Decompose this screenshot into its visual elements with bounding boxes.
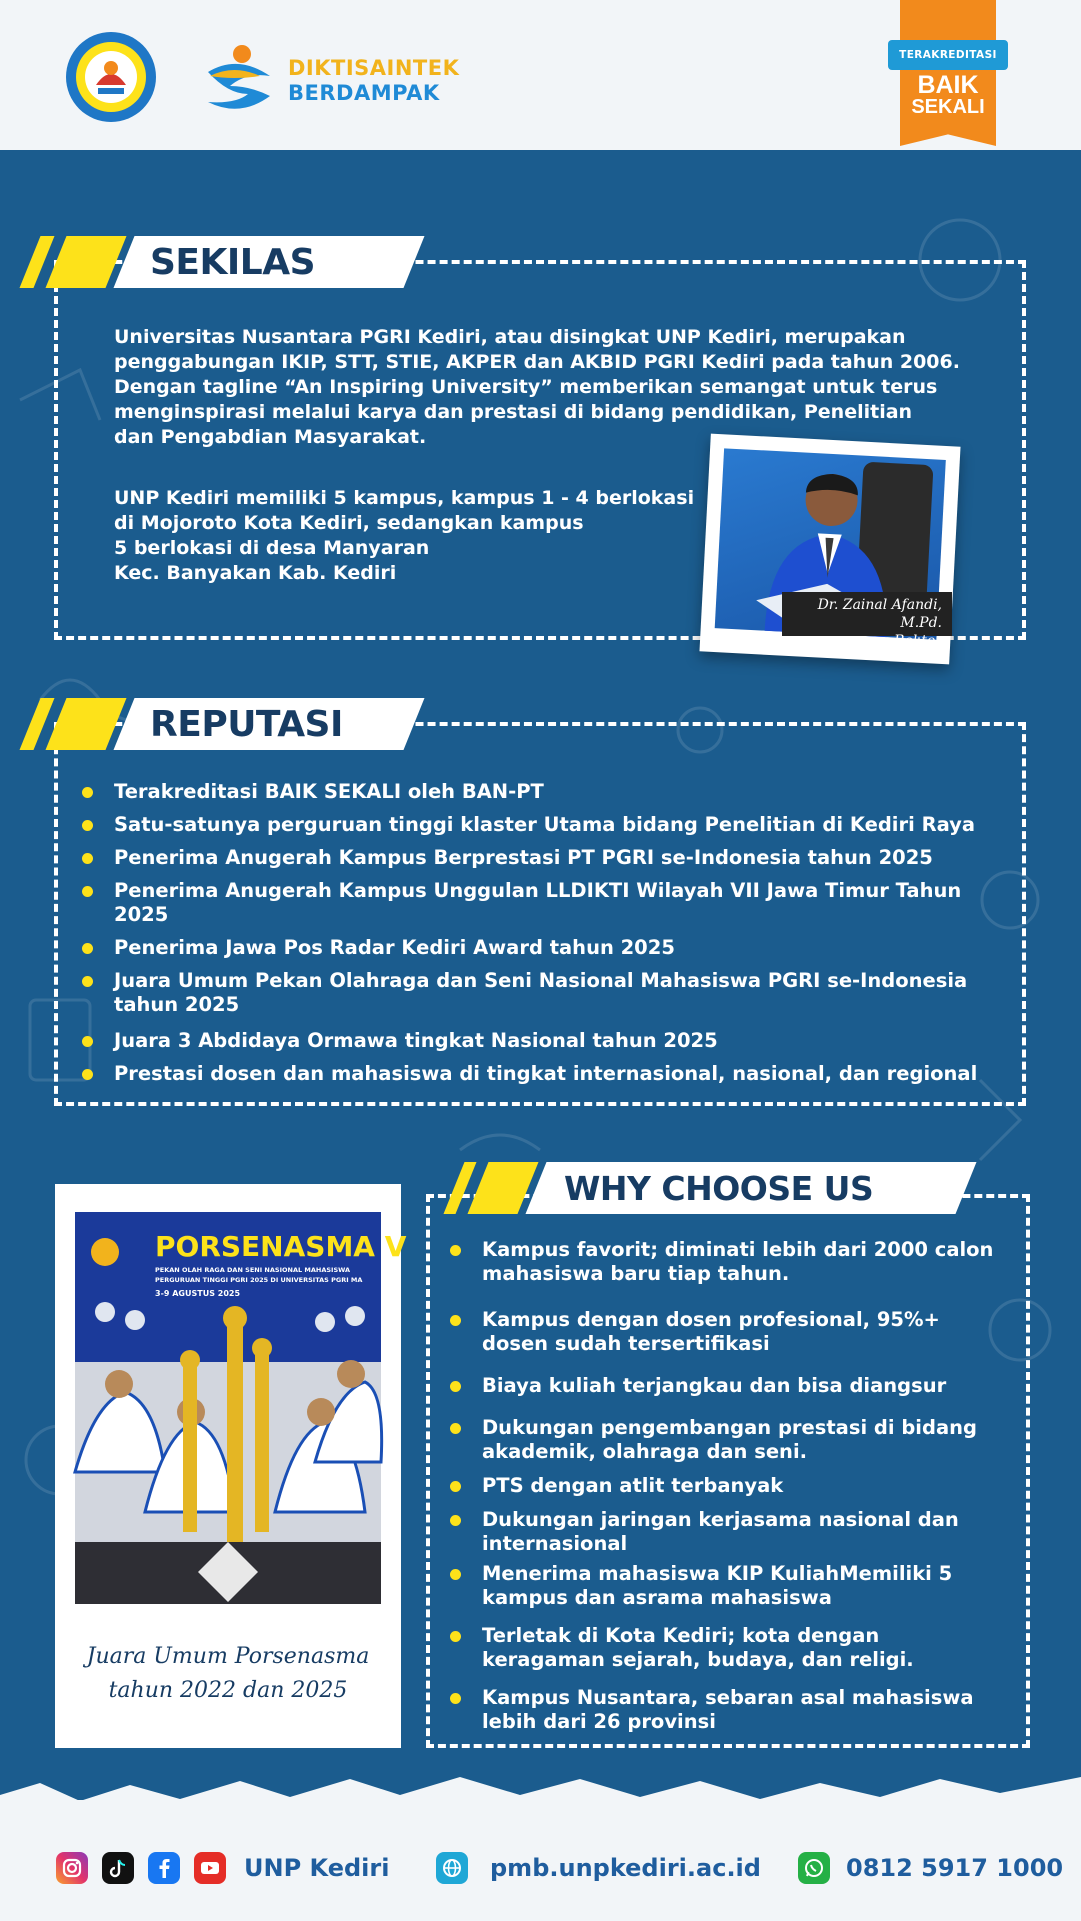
sekilas-p2-line: di Mojoroto Kota Kediri, sedangkan kampus bbox=[114, 512, 584, 534]
reputasi-header bbox=[24, 698, 424, 750]
award-banner-sub2: PERGURUAN TINGGI PGRI 2025 DI UNIVERSITAS PGRI MA bbox=[155, 1276, 363, 1284]
award-caption-line2: tahun 2022 dan 2025 bbox=[108, 1678, 348, 1703]
why-list bbox=[448, 1238, 1008, 1734]
award-banner-date: 3-9 AGUSTUS 2025 bbox=[155, 1289, 241, 1298]
why-item: Kampus favorit; diminati lebih dari 2000 calon mahasiswa baru tiap tahun. bbox=[448, 1238, 1008, 1286]
reputasi-item: Penerima Anugerah Kampus Unggulan LLDIKTI Wilayah VII Jawa Timur Tahun 2025 bbox=[80, 879, 1010, 927]
why-item: Kampus dengan dosen profesional, 95%+ dosen sudah tersertifikasi bbox=[448, 1308, 1008, 1356]
sekilas-p1-line: dan Pengabdian Masyarakat. bbox=[114, 426, 427, 448]
why-item: Dukungan pengembangan prestasi di bidang akademik, olahraga dan seni. bbox=[448, 1416, 1008, 1464]
accreditation-grade-line2: SEKALI bbox=[911, 96, 985, 118]
why-item: PTS dengan atlit terbanyak bbox=[448, 1474, 1008, 1498]
sekilas-paragraph-2 bbox=[114, 486, 714, 586]
accreditation-grade bbox=[900, 71, 996, 118]
award-photo bbox=[75, 1212, 407, 1604]
why-item: Kampus Nusantara, sebaran asal mahasiswa lebih dari 26 provinsi bbox=[448, 1686, 1008, 1734]
reputasi-item: Penerima Jawa Pos Radar Kediri Award tahun 2025 bbox=[80, 936, 1010, 960]
sekilas-p1-line: Universitas Nusantara PGRI Kediri, atau disingkat UNP Kediri, merupakan bbox=[114, 326, 906, 348]
reputasi-item: Prestasi dosen dan mahasiswa di tingkat internasional, nasional, dan regional bbox=[80, 1062, 1010, 1086]
rector-caption bbox=[782, 592, 952, 649]
why-header bbox=[448, 1162, 988, 1214]
award-illustration bbox=[75, 1212, 407, 1604]
accreditation-grade-line1: BAIK bbox=[917, 71, 979, 99]
sekilas-title: SEKILAS bbox=[150, 242, 316, 283]
why-item: Biaya kuliah terjangkau dan bisa diangsur bbox=[448, 1374, 1008, 1398]
why-title: WHY CHOOSE US bbox=[564, 1169, 874, 1208]
sekilas-p2-line: Kec. Banyakan Kab. Kediri bbox=[114, 562, 397, 584]
globe-icon bbox=[436, 1852, 468, 1884]
award-photo-card bbox=[55, 1184, 407, 1748]
award-banner-sub1: PEKAN OLAH RAGA DAN SENI NASIONAL MAHASISWA bbox=[155, 1266, 351, 1274]
instagram-icon[interactable] bbox=[56, 1852, 88, 1884]
dikti-line1: DIKTISAINTEK bbox=[288, 56, 460, 80]
dikti-line2: BERDAMPAK bbox=[288, 81, 440, 105]
rector-name: Dr. Zainal Afandi, M.Pd. bbox=[817, 597, 942, 631]
accreditation-tag: TERAKREDITASI bbox=[888, 40, 1008, 70]
reputasi-list bbox=[80, 780, 1010, 1086]
award-caption bbox=[55, 1640, 401, 1708]
whatsapp-icon bbox=[798, 1852, 830, 1884]
sekilas-p1-line: menginspirasi melalui karya dan prestasi di bidang pendidikan, Penelitian bbox=[114, 401, 913, 423]
award-caption-line1: Juara Umum Porsenasma bbox=[86, 1644, 370, 1669]
facebook-icon[interactable] bbox=[148, 1852, 180, 1884]
reputasi-item: Penerima Anugerah Kampus Berprestasi PT PGRI se-Indonesia tahun 2025 bbox=[80, 846, 1010, 870]
website-link[interactable]: pmb.unpkediri.ac.id bbox=[490, 1854, 761, 1882]
rector-role: Rektor bbox=[893, 633, 942, 649]
tiktok-icon[interactable] bbox=[102, 1852, 134, 1884]
reputasi-item: Juara Umum Pekan Olahraga dan Seni Nasional Mahasiswa PGRI se-Indonesia tahun 2025 bbox=[80, 969, 1010, 1017]
reputasi-title: REPUTASI bbox=[150, 704, 343, 745]
social-handle[interactable]: UNP Kediri bbox=[244, 1854, 390, 1882]
sekilas-p2-line: UNP Kediri memiliki 5 kampus, kampus 1 - 4 berlokasi bbox=[114, 487, 695, 509]
youtube-icon[interactable] bbox=[194, 1852, 226, 1884]
why-item: Dukungan jaringan kerjasama nasional dan internasional bbox=[448, 1508, 1008, 1556]
reputasi-item: Terakreditasi BAIK SEKALI oleh BAN-PT bbox=[80, 780, 1010, 804]
unp-kediri-seal-logo bbox=[64, 30, 158, 124]
diktisaintek-wordmark bbox=[288, 56, 459, 106]
sekilas-p2-line: 5 berlokasi di desa Manyaran bbox=[114, 537, 430, 559]
diktisaintek-logo bbox=[200, 42, 280, 118]
sekilas-paragraph-1 bbox=[114, 325, 974, 450]
sekilas-header bbox=[24, 236, 424, 288]
accreditation-ribbon bbox=[900, 0, 996, 150]
sekilas-p1-line: penggabungan IKIP, STT, STIE, AKPER dan AKBID PGRI Kediri pada tahun 2006. bbox=[114, 351, 960, 373]
why-item: Terletak di Kota Kediri; kota dengan keragaman sejarah, budaya, dan religi. bbox=[448, 1624, 1008, 1672]
reputasi-item: Satu-satunya perguruan tinggi klaster Utama bidang Penelitian di Kediri Raya bbox=[80, 813, 1010, 837]
award-banner-title: PORSENASMA V bbox=[155, 1230, 407, 1263]
phone-number[interactable]: 0812 5917 1000 bbox=[846, 1854, 1064, 1882]
why-item: Menerima mahasiswa KIP KuliahMemiliki 5 kampus dan asrama mahasiswa bbox=[448, 1562, 1008, 1610]
reputasi-item: Juara 3 Abdidaya Ormawa tingkat Nasional tahun 2025 bbox=[80, 1029, 1010, 1053]
sekilas-p1-line: Dengan tagline “An Inspiring University” memberikan semangat untuk terus bbox=[114, 376, 938, 398]
